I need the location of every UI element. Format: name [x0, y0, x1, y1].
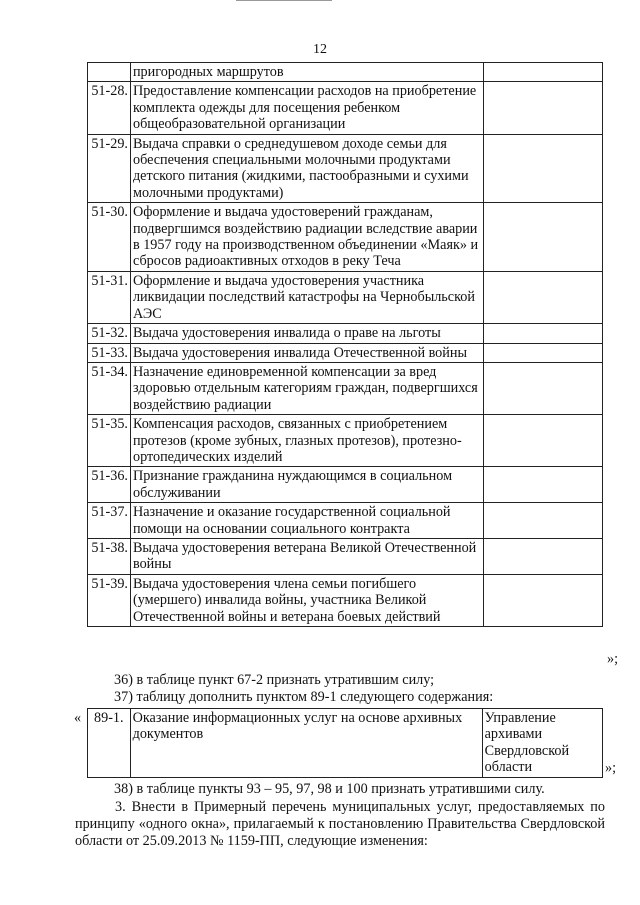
close-quote: »; [605, 760, 617, 776]
row-number: 51-30. [88, 203, 131, 272]
table-closing-quote: »; [607, 651, 619, 667]
row-description: Предоставление компенсации расходов на приобретение комплекта одежды для посещения ребенком общеобразовательной организации [130, 82, 483, 134]
row-organization [484, 467, 603, 503]
row-number: 51-38. [88, 538, 131, 574]
row-description: Оказание информационных услуг на основе архивных документов [130, 709, 482, 778]
row-number: 51-29. [88, 134, 131, 203]
row-organization [484, 343, 603, 362]
row-organization [484, 503, 603, 539]
services-table [87, 62, 603, 627]
row-organization [484, 415, 603, 467]
row-description: Выдача справки о среднедушевом доходе семьи для обеспечения специальными молочными продуктами детского питания (жидкими, пастообразными и сухими молочными продуктами) [130, 134, 483, 203]
item-38: 38) в таблице пункты 93 – 95, 97, 98 и 100 признать утратившими силу. [114, 781, 545, 797]
row-organization [484, 574, 603, 626]
row-number: 51-28. [88, 82, 131, 134]
table-row [88, 709, 603, 778]
table-row [88, 415, 603, 467]
row-organization [484, 134, 603, 203]
table-row [88, 343, 603, 362]
row-description: Назначение и оказание государственной социальной помощи на основании социального контракта [130, 503, 483, 539]
row-number: 89-1. [88, 709, 131, 778]
row-description: Выдача удостоверения инвалида Отечественной войны [130, 343, 483, 362]
row-number: 51-31. [88, 271, 131, 323]
row-description: Признание гражданина нуждающимся в социальном обслуживании [130, 467, 483, 503]
row-organization [484, 271, 603, 323]
row-number: 51-39. [88, 574, 131, 626]
page-number: 12 [313, 42, 327, 57]
row-organization: Управление архивами Свердловской области [482, 709, 602, 778]
table-row [88, 538, 603, 574]
row-organization [484, 362, 603, 414]
table-row [88, 362, 603, 414]
item-36: 36) в таблице пункт 67-2 признать утратившим силу; [114, 672, 435, 688]
row-number [88, 63, 131, 82]
table-row [88, 63, 603, 82]
row-number: 51-36. [88, 467, 131, 503]
row-number: 51-33. [88, 343, 131, 362]
table-row [88, 271, 603, 323]
row-description: Оформление и выдача удостоверений гражданам, подвергшимся воздействию радиации вследствие аварии в 1957 году на производственном объединении «Маяк» и сбросов радиоактивных отходов в реку Теча [130, 203, 483, 272]
table-row [88, 503, 603, 539]
new-row-table [87, 708, 603, 778]
header-mark [236, 0, 332, 4]
table-row [88, 467, 603, 503]
row-organization [484, 538, 603, 574]
table-row [88, 574, 603, 626]
row-description: Назначение единовременной компенсации за вред здоровью отдельным категориям граждан, подвергшихся воздействию радиации [130, 362, 483, 414]
row-number: 51-35. [88, 415, 131, 467]
item-37: 37) таблицу дополнить пунктом 89-1 следующего содержания: [114, 689, 494, 705]
row-description: Компенсация расходов, связанных с приобретением протезов (кроме зубных, глазных протезов), протезно-ортопедических изделий [130, 415, 483, 467]
row-description: Оформление и выдача удостоверения участника ликвидации последствий катастрофы на Чернобыльской АЭС [130, 271, 483, 323]
row-description: Выдача удостоверения члена семьи погибшего (умершего) инвалида войны, участника Великой Отечественной войны и ветерана боевых действий [130, 574, 483, 626]
table-row [88, 324, 603, 343]
row-description: пригородных маршрутов [130, 63, 483, 82]
row-organization [484, 63, 603, 82]
row-number: 51-34. [88, 362, 131, 414]
paragraph-3: 3. Внести в Примерный перечень муниципальных услуг, предоставляемых по принципу «одного окна», прилагаемый к постановлению Правительства Свердловской области от 25.09.2013 № 1159-ПП, следующие изменения: [75, 799, 605, 849]
row-organization [484, 324, 603, 343]
row-organization [484, 82, 603, 134]
row-description: Выдача удостоверения ветерана Великой Отечественной войны [130, 538, 483, 574]
table-row [88, 82, 603, 134]
row-number: 51-37. [88, 503, 131, 539]
row-description: Выдача удостоверения инвалида о праве на льготы [130, 324, 483, 343]
row-number: 51-32. [88, 324, 131, 343]
open-quote: « [74, 710, 82, 726]
table-row [88, 134, 603, 203]
table-row [88, 203, 603, 272]
row-organization [484, 203, 603, 272]
